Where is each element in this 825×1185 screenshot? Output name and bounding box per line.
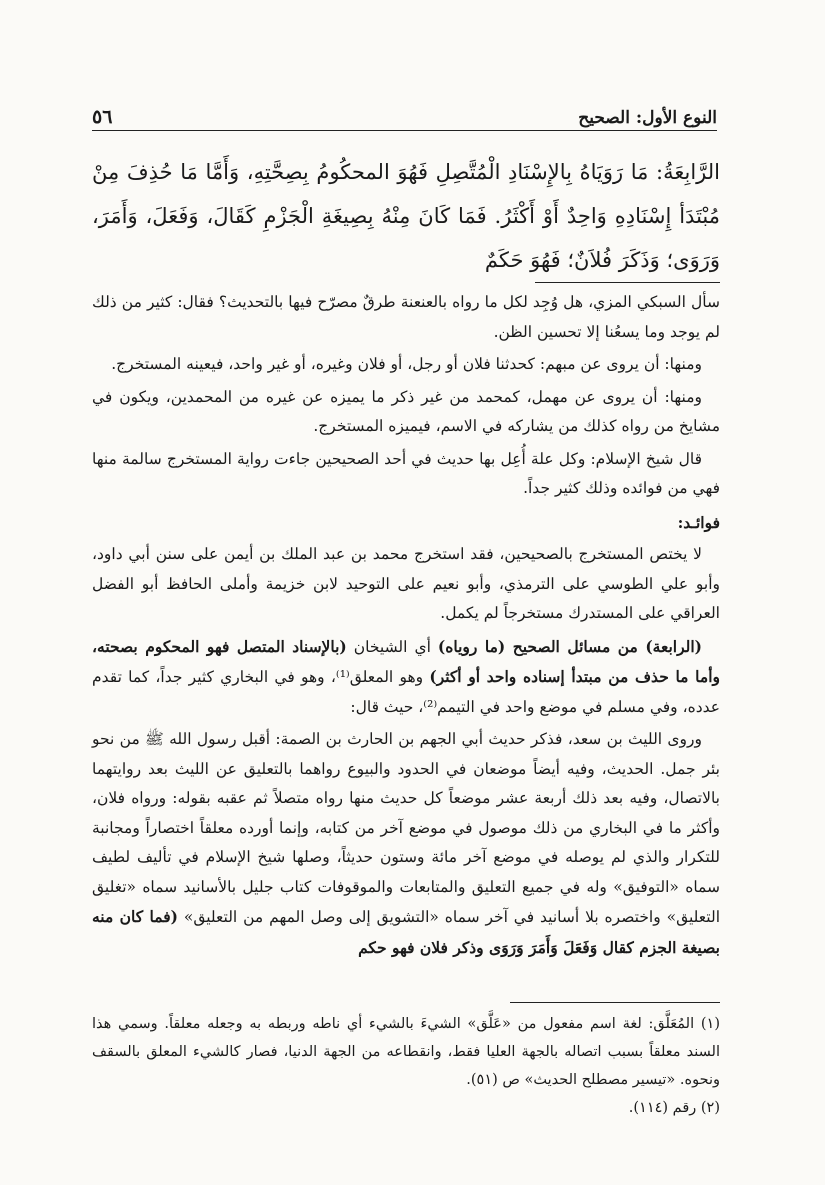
footnotes [92, 1010, 720, 1122]
page-header [92, 98, 717, 131]
commentary-paragraph: ومنها: أن يروى عن مبهم: كحدثنا فلان أو رجل، أو فلان وغيره، أو غير واحد، فيعينه المستخرج. [111, 355, 702, 373]
plain-phrase: أي الشيخان [346, 637, 438, 656]
plain-phrase: وهو المعلق⁽¹⁾، وهو في البخاري كثير جداً، كما تقدم عدده، وفي مسلم في موضع واحد في التيمم⁽²⁾، حيث قال: [92, 668, 720, 716]
commentary-paragraph: قال شيخ الإسلام: وكل علة أُعِل بها حديث في أحد الصحيحين جاءت رواية المستخرج سالمة منها فهي من فوائده وذلك كثير جداً. [92, 449, 720, 497]
commentary-paragraph: سأل السبكي المزي، هل وُجِد لكل ما رواه بالعنعنة طرقٌ مصرّح فيها بالتحديث؟ فقال: كثير من ذلك لم يوجد وما يسعُنا إلا تحسين الظن. [92, 293, 720, 341]
commentary-paragraph: لا يختص المستخرج بالصحيحين، فقد استخرج محمد بن عبد الملك بن أيمن على سنن أبي داود، وأبو علي الطوسي على الترمذي، وأبو نعيم على التوحيد لابن خزيمة وأملى الحافظ أبو الفضل العراقي على المستدرك مستخرجاً لم يكمل. [92, 545, 720, 622]
matn-text: الرَّابِعَةُ: مَا رَوَيَاهُ بِالإِسْنَادِ الْمُتَّصِلِ فَهُوَ المحكُومُ بِصِحَّتِهِ، وَأَمَّا مَا حُذِفَ مِنْ مُبْتَدَأ إِسْنَادِهِ وَاحِدٌ أَوْ أَكْثَرُ. فَمَا كَانَ مِنْهُ بِصِيغَةِ الْجَزْمِ كَقَالَ، وَفَعَلَ، وَأَمَرَ، وَرَوَى؛ وَذَكَرَ فُلاَنٌ؛ فَهُوَ حَكَمٌ [92, 160, 720, 272]
bold-phrase: (ما روياه) [437, 636, 506, 656]
bold-phrase: (الرابعة) من مسائل الصحيح [505, 636, 702, 656]
footnote-2: (٢) رقم (١١٤). [628, 1100, 720, 1116]
page-number: ٥٦ [92, 106, 113, 128]
footnote-rule [510, 1002, 720, 1003]
fawaid-heading: فوائـد: [677, 512, 720, 532]
commentary [92, 288, 720, 966]
running-title: النوع الأول: الصحيح [578, 108, 717, 128]
commentary-paragraph: ومنها: أن يروى عن مهمل، كمحمد من غير ذكر ما يميزه عن غيره من المحمدين، ويكون في مشايخ من رواه كذلك من يشاركه في الاسم، فيميزه المستخرج. [92, 387, 720, 435]
commentary-paragraph [92, 725, 720, 963]
plain-phrase: وروى الليث بن سعد، فذكر حديث أبي الجهم بن الحارث بن الصمة: أقبل رسول الله ﷺ من نحو بئر جمل. الحديث، وفيه أيضاً موضعان في الحدود والبيوع رواهما بالتعليق عن الليث بعد روايتهما بالاتصال، وفيه بعد ذلك أربعة عشر موضعاً كل حديث منها رواه متصلاً ثم عقبه بقوله: ورواه فلان، وأكثر ما في البخاري من ذلك موصول في موضع آخر من كتابه، وإنما أورده معلقاً اختصاراً ومجانبة للتكرار والذي لم يوصله في موضع آخر مائة وستون حديثاً، وصلها شيخ الإسلام في تأليف لطيف سماه «التوفيق» وله في جميع التعليق والمتابعات والموقوفات كتاب جليل بالأسانيد سماه «تغليق التعليق» واختصره بلا أسانيد في آخر سماه «التشويق إلى وصل المهم من التعليق» [92, 730, 720, 926]
separator-rule [535, 282, 720, 283]
commentary-paragraph [92, 632, 720, 723]
bold-phrase: (بالإسناد المتصل فهو المحكوم بصحته، وأما ما حذف من مبتدأ إسناده واحد أو أكثر) [92, 636, 720, 686]
footnote-1: (١) المُعَلَّق: لغة اسم مفعول من «عَلَّق» الشيءَ بالشيء أي ناطه وربطه به وجعله معلقاً. وسمي هذا السند معلقاً بسبب اتصاله بالجهة العليا فقط، وانقطاعه من الجهة الدنيا، فصار كالشيء المعلق بالسقف ونحوه. «تيسير مصطلح الحديث» ص (٥١). [92, 1016, 720, 1088]
bold-phrase: (فما كان منه بصيغة الجزم كقال وَفَعَلَ وَأَمَرَ وَرَوَى وذكر فلان فهو حكم [92, 907, 720, 957]
